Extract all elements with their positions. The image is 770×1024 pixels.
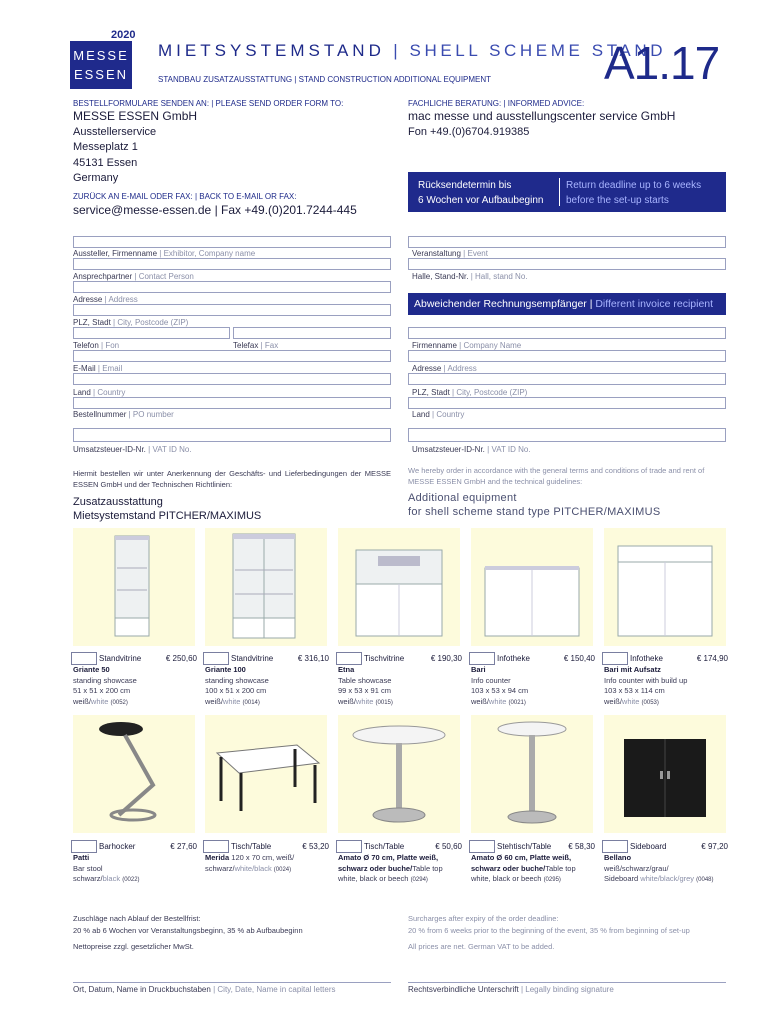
deadline-divider [559,178,560,206]
invoice-recipient-bar: Abweichender Rechnungsempfänger | Different invoice recipient [408,293,726,315]
advice-company: mac messe und ausstellungscenter service GmbH [408,109,676,123]
title-en: SHELL SCHEME STAND [409,41,667,60]
field-label: Land | Country [412,410,465,419]
glass-showcase-icon [73,528,195,646]
title-de: MIETSYSTEMSTAND [158,41,385,60]
deadline-en-2: before the set-up starts [566,195,669,206]
section-title-de: Zusatzausstattung Mietsystemstand PITCHER/MAXIMUS [73,496,262,522]
send-to-line: Germany [73,172,119,184]
send-to-company: MESSE ESSEN GmbH [73,109,198,123]
product-checkbox[interactable] [469,840,495,853]
info-counter-icon [471,528,593,646]
exhibitor-company-input[interactable] [73,236,391,248]
recipient-company-input[interactable] [408,327,726,339]
recipient-address-input[interactable] [408,350,726,362]
product-checkbox[interactable] [336,840,362,853]
surcharge-note-en: Surcharges after expiry of the order deadline: 20 % from 6 weeks prior to the beginning of the event, 35 % from beginning of set-up All prices are net. German VAT to be added. [408,914,690,951]
bar-stool-icon [73,715,195,833]
page-title [158,41,666,61]
send-to-line: Messeplatz 1 [73,141,138,153]
terms-de: Hiermit bestellen wir unter Anerkennung der Geschäfts- und Lieferbedingungen der MESSE ESSEN GmbH und der Technischen Richtlinien: [73,469,391,489]
advice-phone: Fon +49.(0)6704.919385 [408,125,530,138]
recipient-city-input[interactable] [408,373,726,385]
hall-stand-input[interactable] [408,258,726,270]
signature-label-right: Rechtsverbindliche Unterschrift | Legally binding signature [408,985,614,994]
recipient-country-input[interactable] [408,397,726,409]
fax-input[interactable] [233,327,391,339]
phone-input[interactable] [73,327,230,339]
year-label: 2020 [111,29,136,41]
table-showcase-icon [338,528,460,646]
product-checkbox[interactable] [602,840,628,853]
field-label: Umsatzsteuer-ID-Nr. | VAT ID No. [412,445,531,454]
signature-line-left[interactable] [73,982,391,983]
field-label: Land | Country [73,388,126,397]
signature-line-right[interactable] [408,982,726,983]
send-to-caption: BESTELLFORMULARE SENDEN AN: | PLEASE SEND ORDER FORM TO: [73,99,344,108]
send-to-line: 45131 Essen [73,156,138,169]
wide-showcase-icon [205,528,327,646]
product-checkbox[interactable] [203,840,229,853]
surcharge-note-de: Zuschläge nach Ablauf der Bestellfrist: 20 % ab 6 Wochen vor Veranstaltungsbeginn, 35 % ab Aufbaubeginn Nettopreise zzgl. gesetzlicher MwSt. [73,914,303,951]
field-label: Firmenname | Company Name [412,341,522,350]
country-input[interactable] [73,373,391,385]
send-to-address [73,109,197,187]
field-label: Bestellnummer | PO number [73,410,174,419]
return-contact: service@messe-essen.de | Fax +49.(0)201.7244-445 [73,203,357,217]
product-checkbox[interactable] [469,652,495,665]
product-checkbox[interactable] [203,652,229,665]
field-label: E-Mail | Email [73,364,123,373]
page-subtitle: STANDBAU ZUSATZAUSSTATTUNG | STAND CONSTRUCTION ADDITIONAL EQUIPMENT [158,75,492,84]
messe-essen-logo [70,41,132,89]
advice-caption: FACHLICHE BERATUNG: | INFORMED ADVICE: [408,99,585,108]
field-label: Halle, Stand-Nr. | Hall, stand No. [412,272,528,281]
product-checkbox[interactable] [71,840,97,853]
sideboard-icon [604,715,726,833]
return-caption: ZURÜCK AN E-MAIL ODER FAX: | BACK TO E-MAIL OR FAX: [73,192,297,201]
title-sep: | [384,41,410,60]
field-label: Adresse | Address [412,364,477,373]
logo-line-1: MESSE [73,48,129,63]
deadline-en-1: Return deadline up to 6 weeks [566,180,702,191]
logo-line-2: ESSEN [73,67,129,82]
product-checkbox[interactable] [336,652,362,665]
field-label: Telefax | Fax [233,341,279,350]
send-to-line: Ausstellerservice [73,125,157,138]
product-checkbox[interactable] [602,652,628,665]
po-number-input[interactable] [73,397,391,409]
section-title-en: Additional equipment for shell scheme stand type PITCHER/MAXIMUS [408,492,661,518]
info-counter-buildup-icon [604,528,726,646]
contact-person-input[interactable] [73,258,391,270]
event-input[interactable] [408,236,726,248]
email-input[interactable] [73,350,391,362]
form-code: A1.17 [604,37,720,89]
product-checkbox[interactable] [71,652,97,665]
field-label: Umsatzsteuer-ID-Nr. | VAT ID No. [73,445,192,454]
field-label: PLZ, Stadt | City, Postcode (ZIP) [73,318,189,327]
recipient-vat-input[interactable] [408,428,726,442]
terms-en: We hereby order in accordance with the general terms and conditions of trade and rent of MESSE ESSEN GmbH and the technical guidelines: [408,466,705,486]
deadline-de-2: 6 Wochen vor Aufbaubeginn [418,195,544,206]
city-zip-input[interactable] [73,304,391,316]
advice-block [408,109,675,140]
field-label: PLZ, Stadt | City, Postcode (ZIP) [412,388,528,397]
field-label: Telefon | Fon [73,341,120,350]
field-label: Aussteller, Firmenname | Exhibitor, Company name [73,249,256,258]
field-label: Adresse | Address [73,295,138,304]
field-label: Ansprechpartner | Contact Person [73,272,194,281]
signature-label-left: Ort, Datum, Name in Druckbuchstaben | City, Date, Name in capital letters [73,985,336,994]
field-label: Veranstaltung | Event [412,249,488,258]
high-table-icon [471,715,593,833]
vat-id-input[interactable] [73,428,391,442]
rect-table-icon [205,715,327,833]
deadline-de-1: Rücksendetermin bis [418,180,512,191]
round-table-icon [338,715,460,833]
deadline-banner [408,172,726,212]
address-input[interactable] [73,281,391,293]
